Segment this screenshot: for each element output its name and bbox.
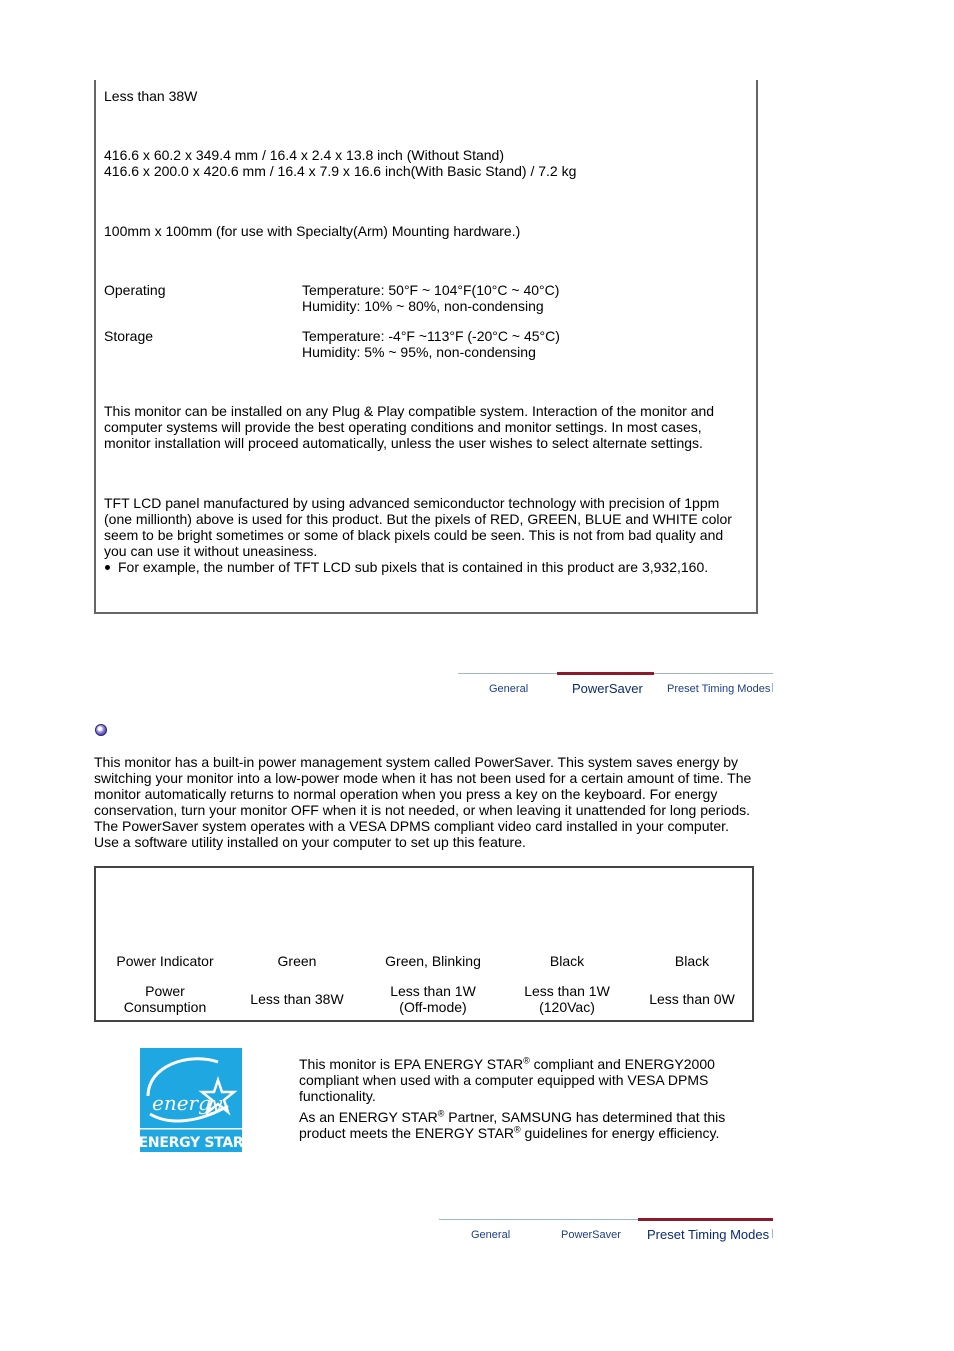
storage-temperature: Temperature: -4°F ~113°F (-20°C ~ 45°C) <box>302 328 560 344</box>
table-cell-indicator-off: Black <box>674 953 710 969</box>
table-cell-indicator-standby: Black <box>549 953 585 969</box>
pixel-count-bullet: For example, the number of TFT LCD sub pixels that is contained in this product are 3,932,160. <box>118 559 709 575</box>
energy-script-text: energy <box>152 1091 223 1115</box>
storage-label: Storage <box>104 328 154 344</box>
table-row-label-power-indicator: Power Indicator <box>116 953 214 969</box>
section-nav-powersaver <box>458 673 773 699</box>
energy-star-logo-text: ENERGY STAR <box>140 1135 242 1151</box>
tab-powersaver[interactable]: PowerSaver <box>561 1229 621 1241</box>
tab-general[interactable]: General <box>489 683 529 695</box>
table-cell-consumption-standby-note: (120Vac) <box>539 999 595 1015</box>
table-cell-consumption-normal: Less than 38W <box>250 991 344 1007</box>
section-nav-preset <box>439 1219 773 1245</box>
power-consumption-value: Less than 38W <box>104 88 198 104</box>
table-cell-consumption-off: Less than 0W <box>649 991 735 1007</box>
operating-label: Operating <box>104 282 166 298</box>
dimensions-line-2: 416.6 x 200.0 x 420.6 mm / 16.4 x 7.9 x 16.6 inch(With Basic Stand) / 7.2 kg <box>104 163 577 179</box>
table-cell-indicator-off-mode: Green, Blinking <box>385 953 481 969</box>
pixel-policy-text: TFT LCD panel manufactured by using advanced semiconductor technology with precision of 1ppm (one millionth) above is used for this product. But the pixels of RED, GREEN, BLUE and WHITE color seem to be bright sometimes or some of black pixels could be seen. This is not from bad quality and you can use it without uneasiness. <box>104 495 732 559</box>
energy-star-logo <box>140 1048 242 1152</box>
table-cell-consumption-off-mode: Less than 1W <box>390 983 476 999</box>
table-cell-indicator-normal: Green <box>277 953 317 969</box>
powersaver-intro: This monitor has a built-in power management system called PowerSaver. This system saves energy by switching your monitor into a low-power mode when it has not been used for a certain amount of time. The monitor automatically returns to normal operation when you press a key on the keyboard. For energy conservation, turn your monitor OFF when it is not needed, or when leaving it unattended for long periods. The PowerSaver system operates with a VESA DPMS compliant video card installed in your computer. Use a software utility installed on your computer to set up this feature. <box>94 754 752 850</box>
vesa-mount-value: 100mm x 100mm (for use with Specialty(Arm) Mounting hardware.) <box>104 223 521 239</box>
table-row-label-consumption: Consumption <box>123 999 207 1015</box>
section-bullet-icon <box>95 724 107 736</box>
operating-temperature: Temperature: 50°F ~ 104°F(10°C ~ 40°C) <box>302 282 560 298</box>
table-row-label-power: Power <box>145 983 185 999</box>
energy-star-compliance-text: This monitor is EPA ENERGY STAR® compliant and ENERGY2000 compliant when used with a computer equipped with VESA DPMS functionality. <box>299 1055 715 1104</box>
energy-star-icon <box>140 1048 242 1152</box>
tab-general[interactable]: General <box>471 1229 511 1241</box>
energy-star-partner-text: As an ENERGY STAR® Partner, SAMSUNG has determined that this product meets the ENERGY STAR® guidelines for energy efficiency. <box>299 1108 726 1141</box>
table-cell-consumption-off-mode-note: (Off-mode) <box>399 999 467 1015</box>
tab-preset-timing-modes[interactable]: Preset Timing Modes <box>647 1227 770 1242</box>
plug-and-play-text: This monitor can be installed on any Plug & Play compatible system. Interaction of the monitor and computer systems will provide the best operating conditions and monitor settings. In most cases, monitor installation will proceed automatically, unless the user wishes to select alternate settings. <box>104 403 715 451</box>
operating-humidity: Humidity: 10% ~ 80%, non-condensing <box>302 298 544 314</box>
table-cell-consumption-standby: Less than 1W <box>524 983 610 999</box>
storage-humidity: Humidity: 5% ~ 95%, non-condensing <box>302 344 536 360</box>
bullet-icon <box>105 565 110 570</box>
tab-preset-timing-modes[interactable]: Preset Timing Modes <box>667 683 771 695</box>
dimensions-line-1: 416.6 x 60.2 x 349.4 mm / 16.4 x 2.4 x 13.8 inch (Without Stand) <box>104 147 504 163</box>
tab-powersaver[interactable]: PowerSaver <box>572 681 643 696</box>
